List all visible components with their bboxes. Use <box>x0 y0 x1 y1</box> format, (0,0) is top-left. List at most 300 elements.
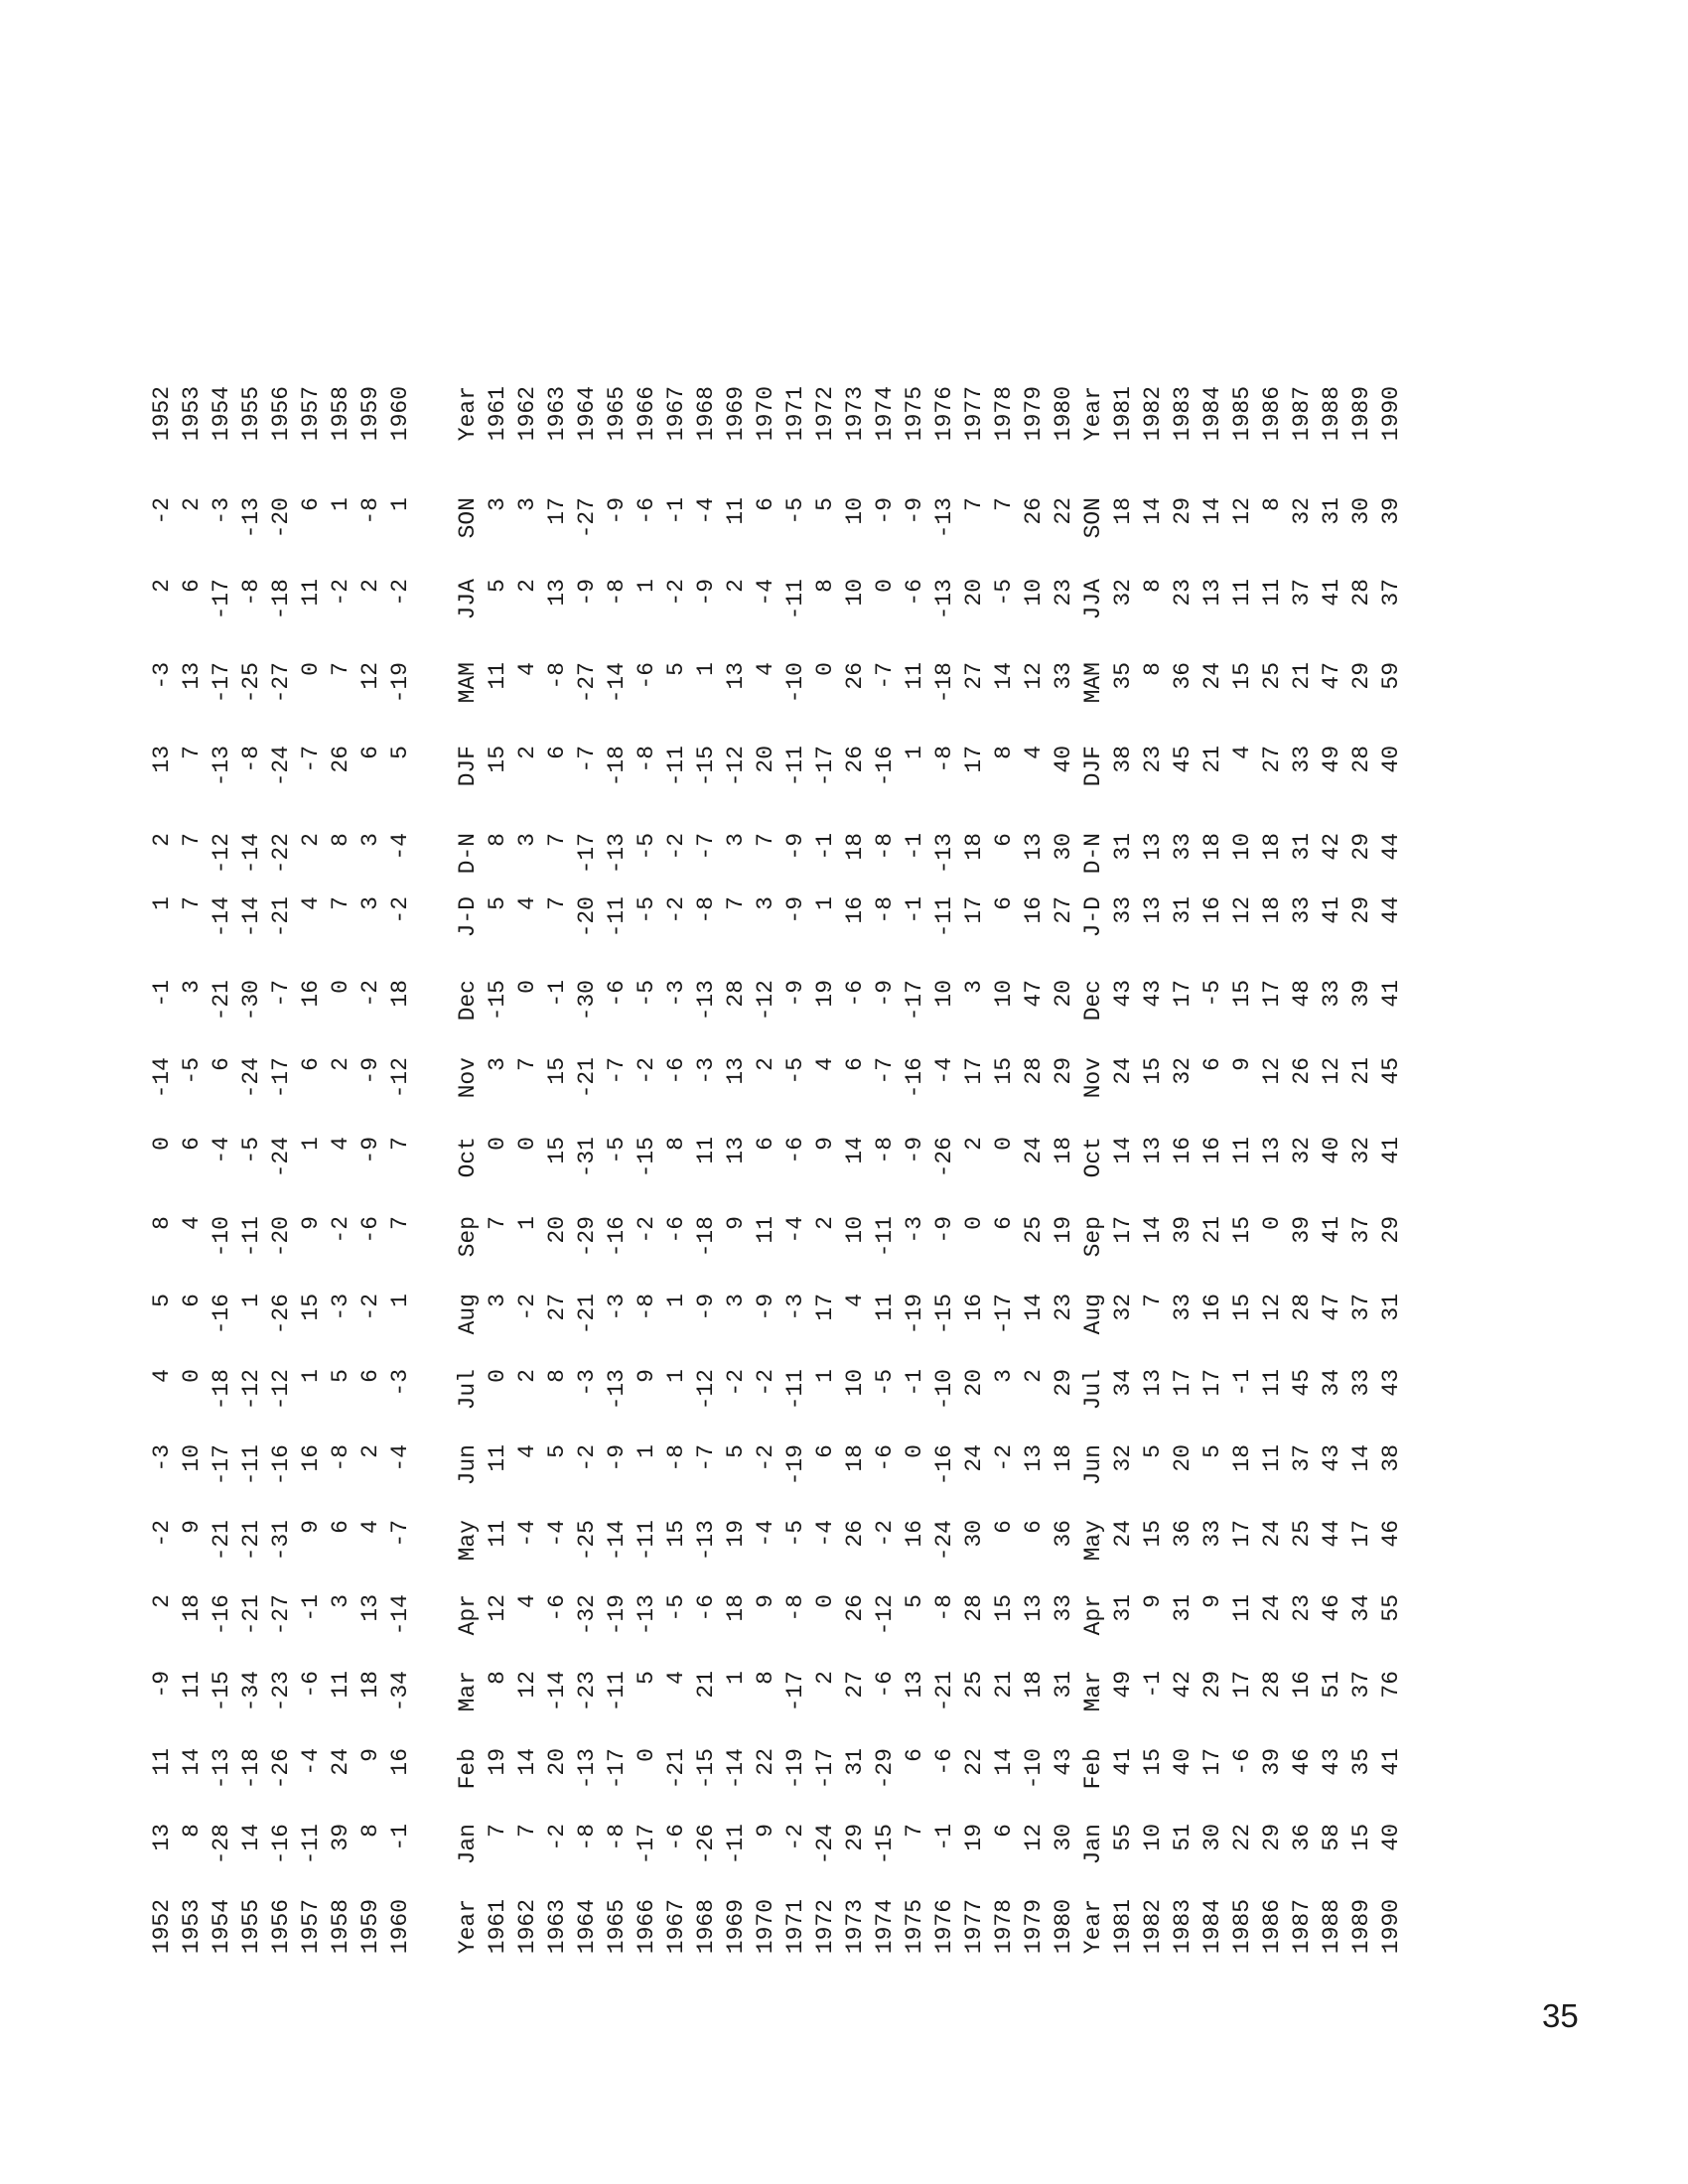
table-cell: 10 <box>1140 1824 1166 1851</box>
table-cell: 27 <box>1051 896 1076 924</box>
table-cell: -6 <box>842 980 868 1008</box>
table-row <box>1138 386 1168 1971</box>
column-header: JJA <box>455 579 481 620</box>
table-cell: 2 <box>812 1216 838 1230</box>
table-cell: 2 <box>514 579 540 593</box>
table-cell: 4 <box>514 1444 540 1458</box>
table-cell: 1970 <box>753 1899 778 1955</box>
table-cell: 8 <box>357 1824 383 1838</box>
table-cell: -9 <box>782 980 808 1008</box>
table-cell: 13 <box>1140 1137 1166 1164</box>
table-cell: 18 <box>1229 1444 1255 1472</box>
column-header: J-D <box>455 896 481 938</box>
table-cell: 10 <box>842 1216 868 1244</box>
table-cell: -26 <box>693 1824 719 1865</box>
table-cell: -7 <box>693 1444 719 1472</box>
table-row <box>1019 386 1049 1971</box>
table-cell: 17 <box>1199 1748 1225 1776</box>
table-cell: 3 <box>357 896 383 910</box>
table-cell: 5 <box>485 896 510 910</box>
table-cell: -16 <box>902 1057 927 1099</box>
table-cell: 1 <box>298 1137 324 1151</box>
table-cell: 12 <box>514 1671 540 1699</box>
table-cell: 1956 <box>268 1899 294 1955</box>
table-cell: 25 <box>1289 1520 1315 1548</box>
table-cell: 0 <box>633 1748 659 1762</box>
table-cell: 27 <box>1259 746 1285 773</box>
table-cell: 14 <box>1140 1216 1166 1244</box>
table-cell: -11 <box>238 1216 264 1258</box>
table-cell: -22 <box>268 833 294 875</box>
table-cell: 41 <box>1319 579 1344 607</box>
table-cell: -14 <box>238 896 264 938</box>
column-header: Jun <box>455 1444 481 1486</box>
table-cell: 1976 <box>931 386 957 442</box>
table-cell: 35 <box>1110 662 1136 690</box>
table-cell: -3 <box>209 497 234 525</box>
table-cell: -4 <box>387 833 413 861</box>
table-cell: -8 <box>633 746 659 773</box>
table-cell: 1 <box>387 1294 413 1307</box>
table-cell: -3 <box>604 1294 630 1321</box>
table-cell: 20 <box>544 1748 570 1776</box>
table-row <box>1049 386 1078 1971</box>
table-cell: 8 <box>328 833 353 847</box>
table-cell: 24 <box>1021 1137 1047 1164</box>
table-cell: -4 <box>753 579 778 607</box>
column-header: MAM <box>455 662 481 704</box>
table-cell: 1965 <box>604 1899 630 1955</box>
table-cell: 11 <box>149 1748 175 1776</box>
table-cell: 16 <box>961 1294 987 1321</box>
table-cell: 2 <box>328 1057 353 1071</box>
table-cell: -8 <box>357 497 383 525</box>
table-cell: 1974 <box>872 386 898 442</box>
table-cell: -9 <box>604 1444 630 1472</box>
table-cell: 6 <box>328 1520 353 1534</box>
table-cell: -17 <box>604 1748 630 1790</box>
table-cell: -28 <box>209 1824 234 1865</box>
table-cell: 11 <box>1229 1594 1255 1622</box>
table-cell: 29 <box>1378 1216 1404 1244</box>
table-cell: -23 <box>268 1671 294 1712</box>
table-row <box>177 386 207 1971</box>
table-cell: -11 <box>298 1824 324 1865</box>
table-cell: 0 <box>902 1444 927 1458</box>
table-cell: 7 <box>387 1137 413 1151</box>
table-cell: 33 <box>1289 746 1315 773</box>
table-cell: 48 <box>1289 980 1315 1008</box>
page-number: 35 <box>1542 1997 1579 2034</box>
table-row <box>542 386 572 1971</box>
table-cell: 0 <box>149 1137 175 1151</box>
table-cell: -21 <box>931 1671 957 1712</box>
table-cell: 14 <box>1110 1137 1136 1164</box>
table-cell: -12 <box>693 1369 719 1411</box>
table-cell: 2 <box>514 746 540 759</box>
table-block-1961-1980 <box>453 386 1078 1971</box>
table-cell: 23 <box>1289 1594 1315 1622</box>
table-cell: -14 <box>604 662 630 704</box>
table-cell: 1982 <box>1140 1899 1166 1955</box>
table-cell: 38 <box>1110 746 1136 773</box>
table-cell: 1 <box>149 896 175 910</box>
table-cell: 21 <box>1199 1216 1225 1244</box>
table-cell: 23 <box>1051 579 1076 607</box>
table-cell: 43 <box>1378 1369 1404 1397</box>
table-cell: -6 <box>872 1671 898 1699</box>
table-cell: -6 <box>663 1216 689 1244</box>
table-cell: 29 <box>1170 497 1196 525</box>
table-cell: 45 <box>1289 1369 1315 1397</box>
table-cell: -27 <box>268 662 294 704</box>
table-cell: 44 <box>1378 833 1404 861</box>
table-cell: 31 <box>1051 1671 1076 1699</box>
table-cell: -17 <box>991 1294 1017 1335</box>
table-cell: -3 <box>574 1369 600 1397</box>
table-cell: -4 <box>544 1520 570 1548</box>
table-cell: -12 <box>238 1369 264 1411</box>
table-cell: -23 <box>574 1671 600 1712</box>
table-cell: 11 <box>693 1137 719 1164</box>
table-cell: 5 <box>633 1671 659 1685</box>
table-cell: 1 <box>812 896 838 910</box>
table-cell: 11 <box>485 1444 510 1472</box>
table-cell: 10 <box>842 1369 868 1397</box>
table-cell: 27 <box>961 662 987 690</box>
table-cell: 17 <box>1199 1369 1225 1397</box>
column-header: SON <box>1080 497 1106 539</box>
table-cell: -13 <box>238 497 264 539</box>
table-cell: 0 <box>872 579 898 593</box>
table-cell: 1978 <box>991 1899 1017 1955</box>
table-cell: 13 <box>1140 1369 1166 1397</box>
table-cell: 11 <box>1259 1369 1285 1397</box>
table-cell: 6 <box>209 1057 234 1071</box>
table-cell: -2 <box>544 1824 570 1851</box>
table-cell: 24 <box>961 1444 987 1472</box>
table-cell: 41 <box>1378 1137 1404 1164</box>
table-cell: 10 <box>1021 579 1047 607</box>
table-cell: -6 <box>902 579 927 607</box>
table-cell: 13 <box>1021 1444 1047 1472</box>
table-cell: -1 <box>149 980 175 1008</box>
table-cell: -11 <box>872 1216 898 1258</box>
table-cell: 1962 <box>514 1899 540 1955</box>
table-cell: 0 <box>812 1594 838 1608</box>
table-cell: -9 <box>872 980 898 1008</box>
table-cell: 39 <box>328 1824 353 1851</box>
table-cell: 22 <box>753 1748 778 1776</box>
table-cell: 0 <box>961 1216 987 1230</box>
table-cell: -1 <box>387 1824 413 1851</box>
table-cell: 43 <box>1051 1748 1076 1776</box>
table-cell: 17 <box>1229 1671 1255 1699</box>
table-cell: 37 <box>1289 1444 1315 1472</box>
table-cell: -16 <box>209 1594 234 1636</box>
table-cell: 16 <box>902 1520 927 1548</box>
table-cell: 13 <box>544 579 570 607</box>
table-cell: 11 <box>902 662 927 690</box>
table-cell: -20 <box>268 497 294 539</box>
column-header: DJF <box>455 746 481 787</box>
table-cell: -2 <box>149 497 175 525</box>
table-cell: 1964 <box>574 386 600 442</box>
table-cell: -26 <box>268 1294 294 1335</box>
column-header: Feb <box>1080 1748 1106 1790</box>
table-cell: 16 <box>1199 1137 1225 1164</box>
table-cell: 7 <box>1140 1294 1166 1307</box>
table-cell: 30 <box>1348 497 1374 525</box>
table-cell: 1971 <box>782 386 808 442</box>
table-cell: 13 <box>149 746 175 773</box>
table-cell: -17 <box>902 980 927 1022</box>
table-cell: 17 <box>544 497 570 525</box>
table-cell: -11 <box>723 1824 749 1865</box>
table-cell: 25 <box>1259 662 1285 690</box>
table-cell: -3 <box>149 1444 175 1472</box>
table-cell: 1988 <box>1319 1899 1344 1955</box>
table-cell: 7 <box>902 1824 927 1838</box>
table-cell: -7 <box>872 1057 898 1085</box>
table-cell: 14 <box>514 1748 540 1776</box>
table-cell: 6 <box>357 746 383 759</box>
table-cell: 0 <box>1259 1216 1285 1230</box>
table-cell: 1952 <box>149 386 175 442</box>
table-row <box>483 386 512 1971</box>
table-cell: 36 <box>1170 662 1196 690</box>
table-cell: 17 <box>1259 980 1285 1008</box>
table-row <box>355 386 385 1971</box>
table-cell: -21 <box>238 1520 264 1562</box>
table-row <box>1168 386 1197 1971</box>
table-cell: 3 <box>485 1057 510 1071</box>
table-cell: 27 <box>544 1294 570 1321</box>
column-header: MAM <box>1080 662 1106 704</box>
table-cell: 1983 <box>1170 386 1196 442</box>
table-cell: -11 <box>931 896 957 938</box>
column-header: Jan <box>455 1824 481 1865</box>
table-cell: 3 <box>991 1369 1017 1383</box>
table-cell: -34 <box>238 1671 264 1712</box>
table-cell: 7 <box>991 497 1017 511</box>
table-cell: -21 <box>209 980 234 1022</box>
table-cell: 33 <box>1051 662 1076 690</box>
table-cell: -6 <box>604 980 630 1008</box>
column-header: May <box>455 1520 481 1562</box>
table-cell: 24 <box>1110 1520 1136 1548</box>
table-cell: 6 <box>179 1137 205 1151</box>
table-cell: -14 <box>723 1748 749 1790</box>
table-cell: -2 <box>387 579 413 607</box>
table-cell: 7 <box>179 746 205 759</box>
table-row <box>1317 386 1346 1971</box>
table-cell: 1 <box>514 1216 540 1230</box>
table-cell: 17 <box>1110 1216 1136 1244</box>
table-cell: 1960 <box>387 1899 413 1955</box>
table-row <box>1257 386 1287 1971</box>
table-cell: 40 <box>1051 746 1076 773</box>
table-cell: 13 <box>179 662 205 690</box>
table-cell: 39 <box>1289 1216 1315 1244</box>
table-cell: 41 <box>1319 1216 1344 1244</box>
table-cell: 34 <box>1348 1594 1374 1622</box>
table-cell: -9 <box>902 497 927 525</box>
table-cell: -17 <box>268 1057 294 1099</box>
table-cell: 4 <box>663 1671 689 1685</box>
table-cell: 4 <box>514 896 540 910</box>
table-cell: -8 <box>872 1137 898 1164</box>
table-cell: -9 <box>604 497 630 525</box>
table-cell: -11 <box>604 896 630 938</box>
table-cell: 37 <box>1348 1671 1374 1699</box>
table-cell: 15 <box>1140 1057 1166 1085</box>
table-row <box>326 386 355 1971</box>
table-cell: -19 <box>387 662 413 704</box>
table-cell: 5 <box>387 746 413 759</box>
table-cell: 34 <box>1319 1369 1344 1397</box>
table-cell: 12 <box>1229 497 1255 525</box>
table-cell: 20 <box>1051 980 1076 1008</box>
table-cell: -9 <box>149 1671 175 1699</box>
table-cell: -8 <box>604 1824 630 1851</box>
table-cell: -1 <box>298 1594 324 1622</box>
table-cell: -4 <box>812 1520 838 1548</box>
table-block-1952-1960 <box>147 386 415 1971</box>
table-cell: 1 <box>663 1369 689 1383</box>
table-cell: -14 <box>544 1671 570 1712</box>
table-cell: 0 <box>485 1137 510 1151</box>
table-cell: 28 <box>723 980 749 1008</box>
table-cell: 5 <box>663 662 689 676</box>
table-cell: 1979 <box>1021 1899 1047 1955</box>
column-header: Apr <box>1080 1594 1106 1636</box>
table-cell: 5 <box>723 1444 749 1458</box>
table-cell: 11 <box>1229 579 1255 607</box>
table-cell: -19 <box>782 1748 808 1790</box>
table-cell: 6 <box>179 1294 205 1307</box>
table-cell: 42 <box>1170 1671 1196 1699</box>
table-cell: 51 <box>1170 1824 1196 1851</box>
table-cell: -20 <box>268 1216 294 1258</box>
table-cell: -4 <box>514 1520 540 1548</box>
table-cell: -12 <box>387 1057 413 1099</box>
table-cell: 7 <box>753 833 778 847</box>
table-cell: -18 <box>268 579 294 620</box>
table-cell: -15 <box>693 1748 719 1790</box>
table-cell: -16 <box>268 1444 294 1486</box>
table-cell: 46 <box>1289 1748 1315 1776</box>
table-cell: -1 <box>902 896 927 924</box>
table-cell: 45 <box>1170 746 1196 773</box>
table-cell: 35 <box>1348 1748 1374 1776</box>
table-cell: 43 <box>1319 1748 1344 1776</box>
table-cell: 14 <box>1140 497 1166 525</box>
table-cell: -5 <box>633 833 659 861</box>
table-cell: 1981 <box>1110 1899 1136 1955</box>
table-cell: 2 <box>149 1594 175 1608</box>
column-header: Feb <box>455 1748 481 1790</box>
table-cell: 5 <box>328 1369 353 1383</box>
table-cell: 21 <box>1348 1057 1374 1085</box>
table-cell: -21 <box>574 1294 600 1335</box>
table-cell: 19 <box>723 1520 749 1548</box>
column-header: May <box>1080 1520 1106 1562</box>
table-cell: 1987 <box>1289 386 1315 442</box>
table-cell: 7 <box>723 896 749 910</box>
table-cell: 1957 <box>298 1899 324 1955</box>
table-cell: -1 <box>1229 1369 1255 1397</box>
table-cell: -11 <box>633 1520 659 1562</box>
column-header: Nov <box>1080 1057 1106 1099</box>
table-cell: 11 <box>328 1671 353 1699</box>
table-cell: 45 <box>1378 1057 1404 1085</box>
table-cell: 28 <box>1348 746 1374 773</box>
table-cell: 19 <box>485 1748 510 1776</box>
table-cell: 0 <box>812 662 838 676</box>
table-cell: -10 <box>209 1216 234 1258</box>
table-cell: 20 <box>544 1216 570 1244</box>
table-cell: 1969 <box>723 386 749 442</box>
table-cell: 18 <box>1259 833 1285 861</box>
table-cell: 4 <box>842 1294 868 1307</box>
table-cell: -6 <box>357 1216 383 1244</box>
table-cell: 36 <box>1289 1824 1315 1851</box>
column-header: Aug <box>1080 1294 1106 1335</box>
table-cell: -8 <box>544 662 570 690</box>
table-cell: 16 <box>1199 1294 1225 1321</box>
table-cell: 1962 <box>514 386 540 442</box>
table-cell: -3 <box>387 1369 413 1397</box>
table-cell: 0 <box>179 1369 205 1383</box>
table-cell: -16 <box>931 1444 957 1486</box>
table-cell: 17 <box>1348 1520 1374 1548</box>
table-cell: 11 <box>872 1294 898 1321</box>
table-cell: 31 <box>1110 833 1136 861</box>
table-cell: 30 <box>1051 833 1076 861</box>
table-cell: 9 <box>1140 1594 1166 1608</box>
table-cell: -5 <box>633 980 659 1008</box>
table-cell: 15 <box>663 1520 689 1548</box>
table-cell: -8 <box>931 746 957 773</box>
table-cell: 76 <box>1378 1671 1404 1699</box>
table-cell: 6 <box>753 497 778 511</box>
table-cell: -21 <box>238 1594 264 1636</box>
table-cell: -13 <box>693 980 719 1022</box>
table-cell: -1 <box>812 833 838 861</box>
table-cell: 17 <box>1170 980 1196 1008</box>
table-cell: 28 <box>1259 1671 1285 1699</box>
table-cell: -1 <box>902 833 927 861</box>
table-row <box>296 386 326 1971</box>
table-row <box>691 386 721 1971</box>
table-cell: -5 <box>238 1137 264 1164</box>
table-cell: 11 <box>753 1216 778 1244</box>
table-cell: 2 <box>753 1057 778 1071</box>
header-row <box>453 386 483 1971</box>
table-cell: 14 <box>991 662 1017 690</box>
table-row <box>661 386 691 1971</box>
table-cell: 37 <box>1348 1294 1374 1321</box>
table-cell: 3 <box>485 497 510 511</box>
table-cell: 29 <box>842 1824 868 1851</box>
table-cell: 43 <box>1319 1444 1344 1472</box>
table-cell: -8 <box>328 1444 353 1472</box>
table-cell: 13 <box>1021 1594 1047 1622</box>
table-cell: 6 <box>1021 1520 1047 1534</box>
table-cell: 1 <box>693 662 719 676</box>
table-cell: 9 <box>1199 1594 1225 1608</box>
